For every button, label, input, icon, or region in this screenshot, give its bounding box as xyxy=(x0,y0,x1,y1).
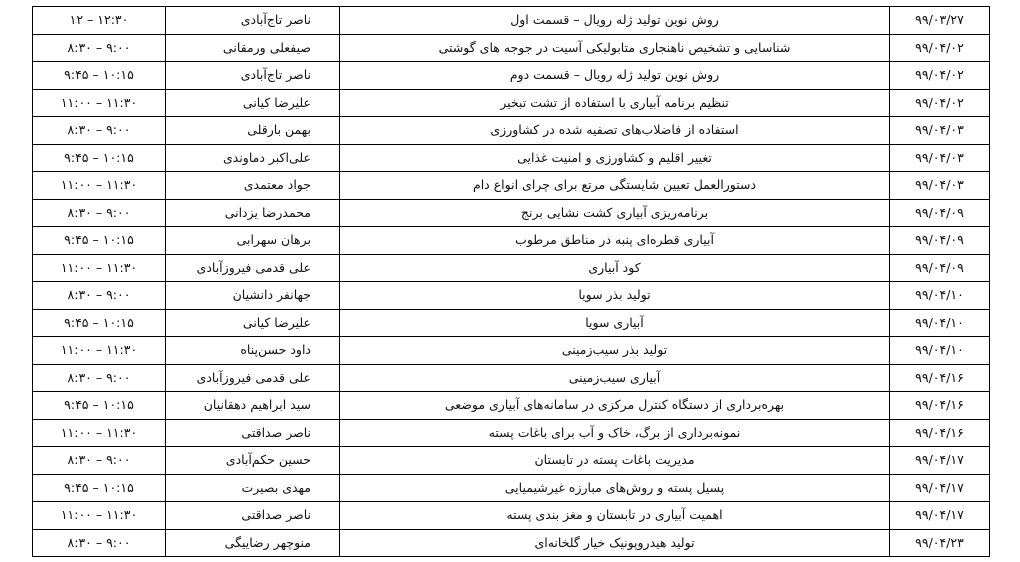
date-cell: ۹۹/۰۴/۱۷ xyxy=(890,474,990,502)
date-cell: ۹۹/۰۴/۰۲ xyxy=(890,62,990,90)
speaker-cell: صیفعلی ورمقانی xyxy=(166,34,340,62)
speaker-cell: بهمن بارقلی xyxy=(166,117,340,145)
title-cell: تغییر اقلیم و کشاورزی و امنیت غذایی xyxy=(340,144,890,172)
speaker-cell: حسین حکم‌آبادی xyxy=(166,447,340,475)
speaker-cell: جهانفر دانشیان xyxy=(166,282,340,310)
table-row xyxy=(33,282,990,310)
speaker-cell: علی‌اکبر دماوندی xyxy=(166,144,340,172)
time-cell: ۱۲:۳۰ – ۱۲ xyxy=(33,7,166,35)
table-row xyxy=(33,447,990,475)
table-row xyxy=(33,364,990,392)
date-cell: ۹۹/۰۴/۰۲ xyxy=(890,89,990,117)
title-cell: آبیاری سویا xyxy=(340,309,890,337)
time-cell: ۱۰:۱۵ – ۹:۴۵ xyxy=(33,62,166,90)
speaker-cell: ناصر صداقتی xyxy=(166,502,340,530)
title-cell: استفاده از فاضلاب‌های تصفیه شده در کشاورزی xyxy=(340,117,890,145)
date-cell: ۹۹/۰۴/۲۳ xyxy=(890,529,990,557)
date-cell: ۹۹/۰۴/۰۳ xyxy=(890,172,990,200)
time-cell: ۹:۰۰ – ۸:۳۰ xyxy=(33,364,166,392)
time-cell: ۱۱:۳۰ – ۱۱:۰۰ xyxy=(33,337,166,365)
date-cell: ۹۹/۰۴/۱۰ xyxy=(890,337,990,365)
title-cell: آبیاری قطره‌ای پنبه در مناطق مرطوب xyxy=(340,227,890,255)
title-cell: تنظیم برنامه آبیاری با استفاده از تشت تبخیر xyxy=(340,89,890,117)
date-cell: ۹۹/۰۴/۰۲ xyxy=(890,34,990,62)
time-cell: ۱۰:۱۵ – ۹:۴۵ xyxy=(33,227,166,255)
time-cell: ۱۱:۳۰ – ۱۱:۰۰ xyxy=(33,172,166,200)
date-cell: ۹۹/۰۴/۰۳ xyxy=(890,144,990,172)
title-cell: آبیاری سیب‌زمینی xyxy=(340,364,890,392)
schedule-table xyxy=(32,6,990,557)
title-cell: کود آبیاری xyxy=(340,254,890,282)
speaker-cell: مهدی بصیرت xyxy=(166,474,340,502)
table-row xyxy=(33,419,990,447)
title-cell: نمونه‌برداری از برگ، خاک و آب برای باغات پسته xyxy=(340,419,890,447)
speaker-cell: ناصر تاج‌آبادی xyxy=(166,7,340,35)
table-row xyxy=(33,7,990,35)
table-row xyxy=(33,529,990,557)
date-cell: ۹۹/۰۴/۱۷ xyxy=(890,502,990,530)
table-row xyxy=(33,502,990,530)
date-cell: ۹۹/۰۴/۱۷ xyxy=(890,447,990,475)
date-cell: ۹۹/۰۴/۰۳ xyxy=(890,117,990,145)
table-row xyxy=(33,34,990,62)
speaker-cell: محمدرضا یزدانی xyxy=(166,199,340,227)
table-row xyxy=(33,392,990,420)
table-row xyxy=(33,254,990,282)
date-cell: ۹۹/۰۴/۰۹ xyxy=(890,199,990,227)
table-row xyxy=(33,89,990,117)
time-cell: ۱۰:۱۵ – ۹:۴۵ xyxy=(33,309,166,337)
speaker-cell: ناصر تاج‌آبادی xyxy=(166,62,340,90)
time-cell: ۱۰:۱۵ – ۹:۴۵ xyxy=(33,392,166,420)
date-cell: ۹۹/۰۴/۱۶ xyxy=(890,419,990,447)
speaker-cell: علیرضا کیانی xyxy=(166,309,340,337)
time-cell: ۱۱:۳۰ – ۱۱:۰۰ xyxy=(33,89,166,117)
table-row xyxy=(33,144,990,172)
table-row xyxy=(33,474,990,502)
title-cell: مدیریت باغات پسته در تابستان xyxy=(340,447,890,475)
title-cell: تولید هیدروپونیک خیار گلخانه‌ای xyxy=(340,529,890,557)
time-cell: ۹:۰۰ – ۸:۳۰ xyxy=(33,529,166,557)
speaker-cell: علیرضا کیانی xyxy=(166,89,340,117)
speaker-cell: برهان سهرابی xyxy=(166,227,340,255)
title-cell: پسیل پسته و روش‌های مبارزه غیرشیمیایی xyxy=(340,474,890,502)
title-cell: روش نوین تولید ژله رویال – قسمت اول xyxy=(340,7,890,35)
table-row xyxy=(33,172,990,200)
time-cell: ۹:۰۰ – ۸:۳۰ xyxy=(33,282,166,310)
time-cell: ۹:۰۰ – ۸:۳۰ xyxy=(33,117,166,145)
title-cell: بهره‌برداری از دستگاه کنترل مرکزی در سامانه‌های آبیاری موضعی xyxy=(340,392,890,420)
date-cell: ۹۹/۰۴/۰۹ xyxy=(890,254,990,282)
speaker-cell: علی قدمی فیروزآبادی xyxy=(166,364,340,392)
table-row xyxy=(33,199,990,227)
date-cell: ۹۹/۰۴/۱۶ xyxy=(890,392,990,420)
speaker-cell: داود حسن‌پناه xyxy=(166,337,340,365)
table-row xyxy=(33,62,990,90)
schedule-table-body xyxy=(33,7,990,557)
date-cell: ۹۹/۰۴/۰۹ xyxy=(890,227,990,255)
table-row xyxy=(33,227,990,255)
table-row xyxy=(33,309,990,337)
title-cell: تولید بذر سویا xyxy=(340,282,890,310)
speaker-cell: علی قدمی فیروزآبادی xyxy=(166,254,340,282)
time-cell: ۱۱:۳۰ – ۱۱:۰۰ xyxy=(33,254,166,282)
speaker-cell: ناصر صداقتی xyxy=(166,419,340,447)
title-cell: اهمیت آبیاری در تابستان و مغز بندی پسته xyxy=(340,502,890,530)
time-cell: ۱۰:۱۵ – ۹:۴۵ xyxy=(33,474,166,502)
time-cell: ۱۱:۳۰ – ۱۱:۰۰ xyxy=(33,502,166,530)
date-cell: ۹۹/۰۳/۲۷ xyxy=(890,7,990,35)
date-cell: ۹۹/۰۴/۱۰ xyxy=(890,282,990,310)
title-cell: روش نوین تولید ژله رویال – قسمت دوم xyxy=(340,62,890,90)
speaker-cell: جواد معتمدی xyxy=(166,172,340,200)
table-row xyxy=(33,337,990,365)
speaker-cell: منوچهر رضاییگی xyxy=(166,529,340,557)
date-cell: ۹۹/۰۴/۱۰ xyxy=(890,309,990,337)
title-cell: شناسایی و تشخیص ناهنجاری متابولیکی آسیت در جوجه های گوشتی xyxy=(340,34,890,62)
table-row xyxy=(33,117,990,145)
speaker-cell: سید ابراهیم دهقانیان xyxy=(166,392,340,420)
time-cell: ۱۱:۳۰ – ۱۱:۰۰ xyxy=(33,419,166,447)
time-cell: ۹:۰۰ – ۸:۳۰ xyxy=(33,34,166,62)
time-cell: ۹:۰۰ – ۸:۳۰ xyxy=(33,447,166,475)
title-cell: برنامه‌ریزی آبیاری کشت نشایی برنج xyxy=(340,199,890,227)
time-cell: ۱۰:۱۵ – ۹:۴۵ xyxy=(33,144,166,172)
time-cell: ۹:۰۰ – ۸:۳۰ xyxy=(33,199,166,227)
date-cell: ۹۹/۰۴/۱۶ xyxy=(890,364,990,392)
title-cell: دستورالعمل تعیین شایستگی مرتع برای چرای انواع دام xyxy=(340,172,890,200)
title-cell: تولید بذر سیب‌زمینی xyxy=(340,337,890,365)
